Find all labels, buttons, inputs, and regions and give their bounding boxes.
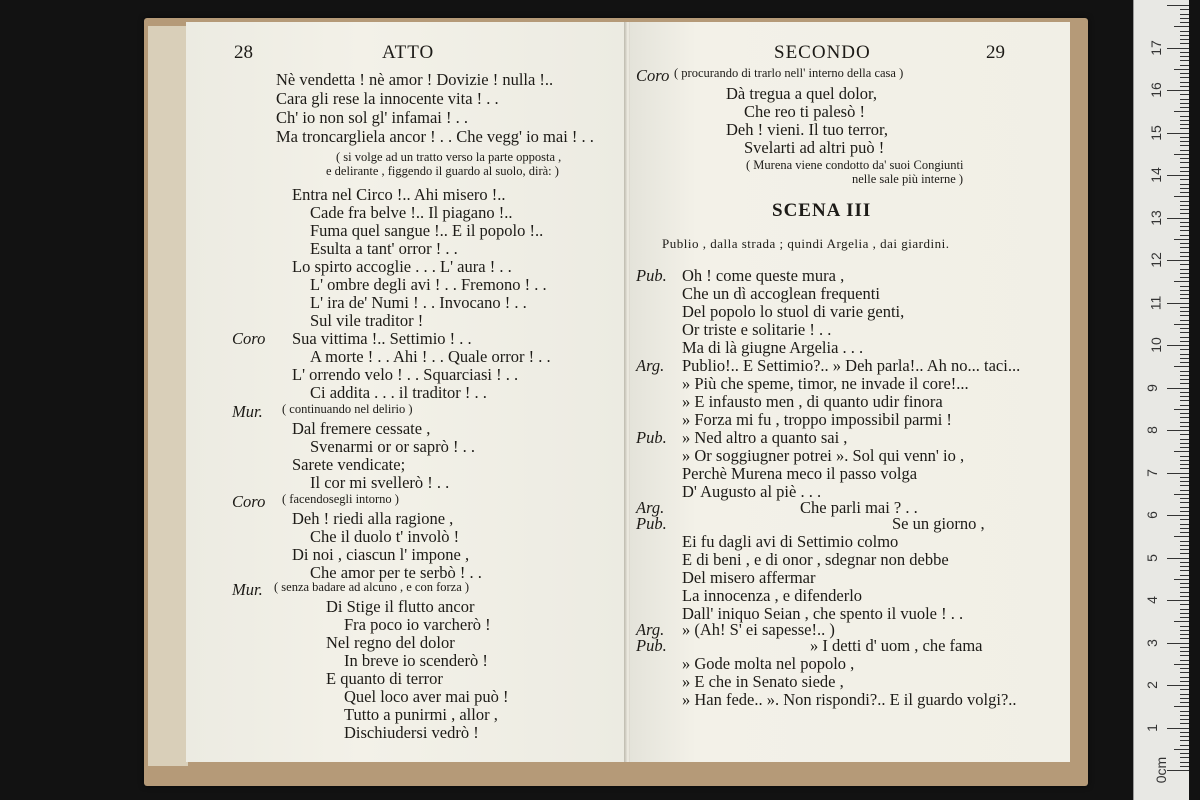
ruler-tick: [1180, 524, 1189, 525]
ruler-number: 9: [1143, 383, 1160, 392]
speaker-label: Mur.: [232, 580, 263, 599]
verse-line: Ch' io non sol gl' infamai ! . .: [276, 108, 469, 127]
ruler-tick: [1180, 162, 1189, 163]
ruler-tick: [1180, 753, 1189, 754]
verse-line: Cara gli rese la innocente vita ! . .: [276, 89, 499, 108]
ruler-tick: [1180, 307, 1189, 308]
ruler-tick: [1174, 26, 1189, 27]
verse-line: Dischiudersi vedrò !: [344, 723, 479, 742]
verse-line: Ei fu dagli avi di Settimio colmo: [682, 532, 899, 551]
verse-line: D' Augusto al piè . . .: [682, 482, 822, 501]
ruler-tick: [1167, 388, 1189, 389]
ruler-tick: [1180, 18, 1189, 19]
ruler-tick: [1180, 507, 1189, 508]
ruler-tick: [1180, 426, 1189, 427]
ruler-tick: [1167, 515, 1189, 516]
verse-line: Fra poco io varcherò !: [344, 615, 491, 634]
ruler-tick: [1180, 413, 1189, 414]
verse-line: ( continuando nel delirio ): [282, 402, 413, 416]
ruler-tick: [1180, 158, 1189, 159]
ruler-tick: [1167, 643, 1189, 644]
ruler-tick: [1180, 740, 1189, 741]
scene-cast: Publio , dalla strada ; quindi Argelia , dai giardini.: [662, 236, 950, 251]
ruler-number: 10: [1147, 337, 1164, 353]
verse-line: ( Murena viene condotto da' suoi Congiunti: [746, 158, 964, 172]
ruler-tick: [1180, 668, 1189, 669]
ruler-tick: [1180, 201, 1189, 202]
verse-line: nelle sale più interne ): [852, 172, 964, 186]
ruler-tick: [1180, 145, 1189, 146]
ruler-tick: [1167, 303, 1189, 304]
ruler-tick: [1180, 400, 1189, 401]
verse-line: Il cor mi svellerò ! . .: [310, 473, 450, 492]
ruler-tick: [1180, 477, 1189, 478]
ruler-tick: [1174, 579, 1189, 580]
verse-line: E quanto di terror: [326, 669, 443, 688]
ruler-tick: [1167, 90, 1189, 91]
ruler-tick: [1180, 311, 1189, 312]
verse-line: » Han fede.. ». Non rispondi?.. E il guardo volgi?..: [682, 690, 1017, 709]
verse-line: ( senza badare ad alcuno , e con forza ): [274, 580, 470, 594]
ruler-tick: [1180, 252, 1189, 253]
ruler-tick: [1180, 481, 1189, 482]
ruler-tick: [1180, 528, 1189, 529]
verse-line: Sarete vendicate;: [292, 455, 406, 474]
verse-line: Lo spirto accoglie . . . L' aura ! . .: [292, 257, 512, 276]
left-page: [186, 22, 626, 762]
ruler-tick: [1180, 655, 1189, 656]
verse-line: Quel loco aver mai può !: [344, 687, 509, 706]
ruler-tick: [1180, 519, 1189, 520]
ruler-tick: [1180, 188, 1189, 189]
speaker-label: Pub.: [636, 266, 667, 285]
ruler-tick: [1180, 116, 1189, 117]
right-page: [630, 22, 1070, 762]
ruler-tick: [1180, 290, 1189, 291]
ruler-tick: [1180, 256, 1189, 257]
ruler-tick: [1180, 22, 1189, 23]
verse-line: Svenarmi or or saprò ! . .: [310, 437, 475, 456]
verse-line: Che reo ti palesò !: [744, 102, 865, 121]
ruler-tick: [1180, 609, 1189, 610]
ruler-tick: [1180, 328, 1189, 329]
page-number: 29: [986, 42, 1005, 63]
ruler-tick: [1180, 31, 1189, 32]
ruler-tick: [1180, 587, 1189, 588]
ruler-tick: [1180, 86, 1189, 87]
ruler-tick: [1180, 137, 1189, 138]
ruler-tick: [1180, 604, 1189, 605]
ruler-tick: [1167, 345, 1189, 346]
ruler-tick: [1180, 294, 1189, 295]
speaker-label: Arg.: [636, 356, 665, 375]
verse-line: Dal fremere cessate ,: [292, 419, 431, 438]
verse-line: Dall' iniquo Seian , che spento il vuole ! . .: [682, 604, 964, 623]
ruler-tick: [1180, 617, 1189, 618]
ruler-tick: [1180, 736, 1189, 737]
ruler-tick: [1174, 69, 1189, 70]
ruler-tick: [1180, 65, 1189, 66]
ruler-tick: [1180, 460, 1189, 461]
ruler-tick: [1180, 566, 1189, 567]
ruler-tick: [1180, 456, 1189, 457]
verse-line: Nel regno del dolor: [326, 633, 455, 652]
ruler-tick: [1167, 600, 1189, 601]
ruler-tick: [1180, 681, 1189, 682]
ruler-tick: [1180, 549, 1189, 550]
verse-line: A morte ! . . Ahi ! . . Quale orror ! . .: [310, 347, 551, 366]
ruler-tick: [1180, 630, 1189, 631]
ruler-tick: [1180, 9, 1189, 10]
ruler-tick: [1167, 260, 1189, 261]
ruler-tick: [1180, 417, 1189, 418]
ruler-tick: [1180, 337, 1189, 338]
ruler-tick: [1174, 281, 1189, 282]
verse-line: Nè vendetta ! nè amor ! Dovizie ! nulla !..: [276, 70, 554, 89]
verse-line: Cade fra belve !.. Il piagano !..: [310, 203, 513, 222]
ruler-tick: [1180, 677, 1189, 678]
ruler-tick: [1180, 375, 1189, 376]
ruler-tick: [1180, 626, 1189, 627]
ruler-tick: [1180, 320, 1189, 321]
ruler-tick: [1167, 133, 1189, 134]
ruler-tick: [1180, 205, 1189, 206]
verse-line: In breve io scenderò !: [344, 651, 488, 670]
speaker-label: Coro: [636, 66, 670, 85]
ruler-tick: [1180, 371, 1189, 372]
ruler-tick: [1180, 613, 1189, 614]
ruler-tick: [1180, 719, 1189, 720]
ruler-tick: [1180, 443, 1189, 444]
ruler-tick: [1180, 562, 1189, 563]
verse-line: Del misero affermar: [682, 568, 816, 587]
ruler-number: 8: [1143, 426, 1160, 434]
ruler-tick: [1180, 52, 1189, 53]
ruler-tick: [1180, 99, 1189, 100]
ruler-number: 1: [1143, 723, 1160, 732]
verse-line: » Or soggiugner potrei ». Sol qui venn' io ,: [682, 446, 965, 465]
ruler-tick: [1180, 35, 1189, 36]
running-head: SECONDO: [774, 42, 871, 63]
ruler-tick: [1167, 770, 1189, 771]
ruler-tick: [1180, 264, 1189, 265]
ruler-tick: [1180, 490, 1189, 491]
ruler-tick: [1180, 694, 1189, 695]
ruler-number: 2: [1143, 681, 1160, 689]
ruler-tick: [1174, 664, 1189, 665]
measurement-ruler: [1133, 0, 1189, 800]
ruler-tick: [1167, 430, 1189, 431]
verse-line: » E che in Senato siede ,: [682, 672, 844, 691]
ruler-tick: [1180, 277, 1189, 278]
ruler-tick: [1180, 651, 1189, 652]
speaker-label: Coro: [232, 329, 266, 348]
verse-line: » Ned altro a quanto sai ,: [682, 428, 848, 447]
verse-line: Sul vile traditor !: [310, 311, 424, 330]
ruler-tick: [1180, 273, 1189, 274]
ruler-tick: [1180, 596, 1189, 597]
ruler-tick: [1174, 239, 1189, 240]
verse-line: ( facendosegli intorno ): [282, 492, 399, 506]
ruler-tick: [1167, 5, 1189, 6]
ruler-number: 16: [1147, 82, 1164, 98]
verse-line: » Più che speme, timor, ne invade il core!...: [682, 374, 969, 393]
ruler-tick: [1174, 111, 1189, 112]
ruler-tick: [1180, 702, 1189, 703]
speaker-label: Mur.: [232, 402, 263, 421]
ruler-tick: [1180, 511, 1189, 512]
ruler-tick: [1180, 213, 1189, 214]
ruler-tick: [1180, 575, 1189, 576]
ruler-tick: [1180, 405, 1189, 406]
ruler-tick: [1180, 689, 1189, 690]
verse-line: Publio!.. E Settimio?.. » Deh parla!.. Ah no... taci...: [682, 356, 1021, 375]
verse-line: Deh ! riedi alla ragione ,: [292, 509, 454, 528]
verse-line: Entra nel Circo !.. Ahi misero !..: [292, 185, 506, 204]
verse-line: Svelarti ad altri può !: [744, 138, 885, 157]
ruler-tick: [1180, 485, 1189, 486]
speaker-label: Pub.: [636, 636, 667, 655]
ruler-tick: [1180, 638, 1189, 639]
ruler-tick: [1180, 545, 1189, 546]
ruler-tick: [1180, 762, 1189, 763]
ruler-tick: [1180, 439, 1189, 440]
ruler-tick: [1180, 94, 1189, 95]
ruler-tick: [1180, 222, 1189, 223]
verse-line: » I detti d' uom , che fama: [810, 636, 983, 655]
ruler-tick: [1180, 298, 1189, 299]
ruler-tick: [1180, 269, 1189, 270]
ruler-tick: [1174, 451, 1189, 452]
ruler-tick: [1180, 14, 1189, 15]
verse-line: Perchè Murena meco il passo volga: [682, 464, 918, 483]
ruler-number: 13: [1147, 209, 1164, 226]
ruler-tick: [1180, 570, 1189, 571]
speaker-label: Coro: [232, 492, 266, 511]
ruler-tick: [1180, 358, 1189, 359]
page-number: 28: [234, 42, 253, 63]
ruler-tick: [1180, 647, 1189, 648]
ruler-tick: [1180, 732, 1189, 733]
ruler-tick: [1180, 247, 1189, 248]
ruler-tick: [1174, 706, 1189, 707]
ruler-tick: [1180, 82, 1189, 83]
book-edge-left: [148, 26, 188, 766]
ruler-tick: [1180, 447, 1189, 448]
ruler-tick: [1180, 634, 1189, 635]
ruler-number: 11: [1147, 295, 1164, 310]
ruler-tick: [1180, 766, 1189, 767]
verse-line: Tutto a punirmi , allor ,: [344, 705, 498, 724]
ruler-number: 7: [1143, 468, 1160, 477]
verse-line: ( procurando di trarlo nell' interno della casa ): [674, 66, 904, 80]
ruler-tick: [1167, 473, 1189, 474]
ruler-number: 3: [1143, 638, 1160, 647]
ruler-number: 14: [1147, 167, 1164, 183]
verse-line: L' ira de' Numi ! . . Invocano ! . .: [310, 293, 527, 312]
ruler-tick: [1180, 226, 1189, 227]
ruler-tick: [1180, 532, 1189, 533]
scene-title: SCENA III: [772, 200, 872, 221]
ruler-number: 4: [1143, 596, 1160, 604]
ruler-number: 17: [1147, 39, 1164, 56]
ruler-tick: [1180, 464, 1189, 465]
ruler-tick: [1180, 583, 1189, 584]
verse-line: Di noi , ciascun l' impone ,: [292, 545, 470, 564]
verse-line: » (Ah! S' ei sapesse!.. ): [682, 620, 835, 639]
ruler-tick: [1180, 209, 1189, 210]
ruler-tick: [1180, 124, 1189, 125]
speaker-label: Pub.: [636, 514, 667, 533]
ruler-tick: [1180, 315, 1189, 316]
ruler-tick: [1180, 757, 1189, 758]
ruler-tick: [1180, 230, 1189, 231]
ruler-tick: [1180, 120, 1189, 121]
ruler-tick: [1180, 711, 1189, 712]
ruler-tick: [1180, 60, 1189, 61]
ruler-tick: [1174, 196, 1189, 197]
ruler-tick: [1180, 422, 1189, 423]
ruler-tick: [1180, 150, 1189, 151]
verse-line: La innocenza , e difenderlo: [682, 586, 863, 605]
verse-line: L' ombre degli avi ! . . Fremono ! . .: [310, 275, 547, 294]
ruler-tick: [1167, 218, 1189, 219]
ruler-tick: [1180, 179, 1189, 180]
verse-line: Che amor per te serbò ! . .: [310, 563, 482, 582]
verse-line: Ci addita . . . il traditor ! . .: [310, 383, 487, 402]
ruler-tick: [1174, 324, 1189, 325]
verse-line: Se un giorno ,: [892, 514, 985, 533]
ruler-tick: [1180, 192, 1189, 193]
ruler-tick: [1180, 73, 1189, 74]
speaker-label: Arg.: [636, 620, 665, 639]
verse-line: e delirante , figgendo il guardo al suolo, dirà: ): [326, 164, 559, 178]
ruler-tick: [1180, 698, 1189, 699]
ruler-tick: [1180, 103, 1189, 104]
ruler-tick: [1167, 558, 1189, 559]
ruler-tick: [1180, 396, 1189, 397]
ruler-tick: [1180, 434, 1189, 435]
ruler-tick: [1180, 745, 1189, 746]
ruler-tick: [1180, 332, 1189, 333]
verse-line: Che un dì accoglean frequenti: [682, 284, 880, 303]
ruler-tick: [1180, 354, 1189, 355]
verse-line: Che parli mai ? . .: [800, 498, 918, 517]
verse-line: E di beni , e di onor , sdegnar non debbe: [682, 550, 949, 569]
ruler-number: 5: [1143, 553, 1160, 562]
ruler-tick: [1180, 77, 1189, 78]
ruler-tick: [1180, 39, 1189, 40]
ruler-tick: [1180, 184, 1189, 185]
ruler-tick: [1180, 660, 1189, 661]
ruler-tick: [1180, 715, 1189, 716]
verse-line: » Forza mi fu , troppo impossibil parmi !: [682, 410, 952, 429]
ruler-tick: [1180, 541, 1189, 542]
ruler-tick: [1174, 749, 1189, 750]
ruler-tick: [1180, 672, 1189, 673]
ruler-tick: [1180, 243, 1189, 244]
verse-line: Fuma quel sangue !.. E il popolo !..: [310, 221, 544, 240]
verse-line: Esulta a tant' orror ! . .: [310, 239, 458, 258]
ruler-tick: [1180, 128, 1189, 129]
ruler-number: 15: [1147, 124, 1164, 141]
ruler-tick: [1180, 498, 1189, 499]
ruler-tick: [1167, 48, 1189, 49]
verse-line: » Gode molta nel popolo ,: [682, 654, 855, 673]
verse-line: Oh ! come queste mura ,: [682, 266, 845, 285]
verse-line: » E infausto men , di quanto udir finora: [682, 392, 943, 411]
ruler-tick: [1174, 154, 1189, 155]
verse-line: Deh ! vieni. Il tuo terror,: [726, 120, 888, 139]
ruler-tick: [1180, 56, 1189, 57]
ruler-tick: [1180, 553, 1189, 554]
ruler-tick: [1180, 383, 1189, 384]
ruler-tick: [1180, 468, 1189, 469]
ruler-tick: [1180, 379, 1189, 380]
ruler-tick: [1180, 141, 1189, 142]
ruler-tick: [1174, 366, 1189, 367]
ruler-number: 0cm: [1153, 756, 1170, 784]
ruler-tick: [1180, 392, 1189, 393]
ruler-tick: [1167, 728, 1189, 729]
verse-line: Del popolo lo stuol di varie genti,: [682, 302, 905, 321]
verse-line: Ma di là giugne Argelia . . .: [682, 338, 864, 357]
ruler-tick: [1174, 494, 1189, 495]
verse-line: Ma troncargliela ancor ! . . Che vegg' io mai ! . .: [276, 127, 594, 146]
ruler-tick: [1180, 43, 1189, 44]
ruler-tick: [1174, 536, 1189, 537]
verse-line: L' orrendo velo ! . . Squarciasi ! . .: [292, 365, 519, 384]
ruler-tick: [1180, 286, 1189, 287]
verse-line: Dà tregua a quel dolor,: [726, 84, 877, 103]
ruler-tick: [1174, 409, 1189, 410]
speaker-label: Pub.: [636, 428, 667, 447]
ruler-number: 12: [1147, 252, 1164, 268]
running-head: ATTO: [382, 42, 435, 63]
ruler-tick: [1180, 341, 1189, 342]
verse-line: Or triste e solitarie ! . .: [682, 320, 832, 339]
ruler-tick: [1180, 107, 1189, 108]
verse-line: ( si volge ad un tratto verso la parte opposta ,: [336, 150, 562, 164]
verse-line: Che il duolo t' involò !: [310, 527, 460, 546]
ruler-tick: [1180, 235, 1189, 236]
ruler-tick: [1167, 175, 1189, 176]
ruler-tick: [1180, 723, 1189, 724]
ruler-tick: [1167, 685, 1189, 686]
verse-line: Di Stige il flutto ancor: [326, 597, 475, 616]
ruler-number: 6: [1143, 511, 1160, 519]
ruler-tick: [1180, 167, 1189, 168]
ruler-tick: [1180, 171, 1189, 172]
ruler-tick: [1180, 349, 1189, 350]
ruler-tick: [1180, 362, 1189, 363]
ruler-tick: [1174, 621, 1189, 622]
ruler-tick: [1180, 592, 1189, 593]
ruler-tick: [1180, 502, 1189, 503]
verse-line: Sua vittima !.. Settimio ! . .: [292, 329, 472, 348]
speaker-label: Arg.: [636, 498, 665, 517]
